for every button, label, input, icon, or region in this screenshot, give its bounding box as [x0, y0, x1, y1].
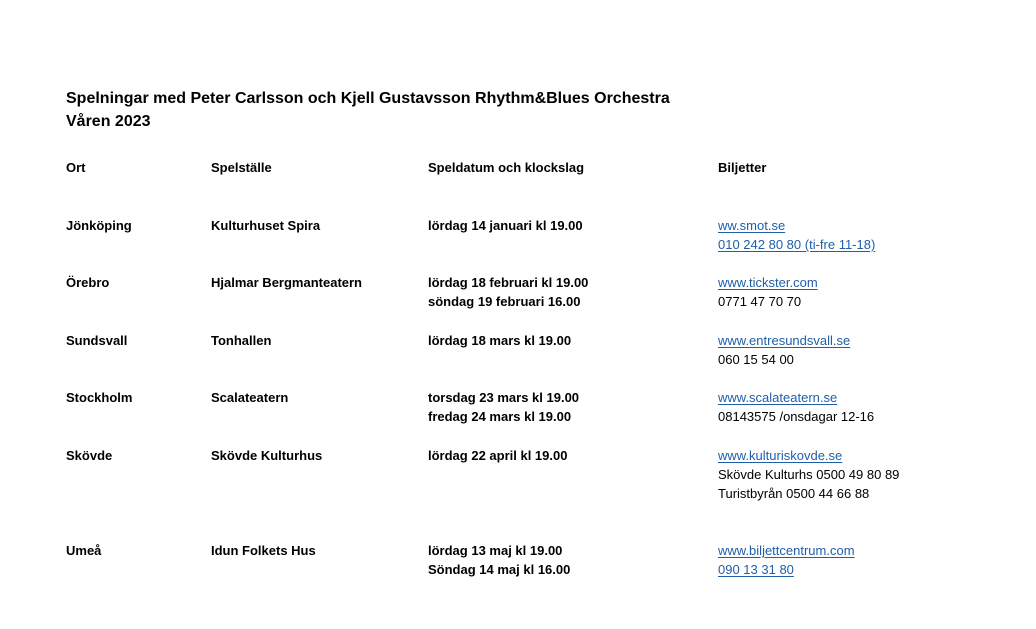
ticket-link[interactable]: www.entresundsvall.se: [718, 333, 851, 348]
ticket-phone-link[interactable]: 090 13 31 80: [718, 562, 794, 577]
ticket-link[interactable]: www.biljettcentrum.com: [718, 543, 855, 558]
row-dates: [428, 446, 567, 465]
row-spelstalle: Idun Folkets Hus: [211, 543, 316, 558]
ticket-link[interactable]: www.kulturiskovde.se: [718, 448, 843, 463]
row-ort: Örebro: [66, 275, 110, 290]
row-tickets: [718, 331, 850, 369]
row-spelstalle: Scalateatern: [211, 390, 289, 405]
header-datum: Speldatum och klockslag: [428, 160, 585, 175]
ticket-phone: 0771 47 70 70: [718, 294, 802, 309]
row-tickets: [718, 388, 874, 426]
row-spelstalle: Tonhallen: [211, 333, 272, 348]
row-ort: Skövde: [66, 448, 113, 463]
header-biljetter: Biljetter: [718, 160, 767, 175]
ticket-phone: Skövde Kulturhs 0500 49 80 89: [718, 467, 900, 482]
row-ort: Umeå: [66, 543, 102, 558]
row-dates: [428, 331, 571, 350]
row-ort: Jönköping: [66, 218, 132, 233]
ticket-link[interactable]: ww.smot.se: [718, 218, 786, 233]
row-dates: [428, 273, 588, 311]
ticket-phone-link[interactable]: 010 242 80 80 (ti-fre 11-18): [718, 237, 876, 252]
row-date: torsdag 23 mars kl 19.00: [428, 390, 580, 405]
row-date: lördag 13 maj kl 19.00: [428, 543, 563, 558]
row-dates: [428, 541, 570, 579]
row-date: söndag 19 februari 16.00: [428, 294, 581, 309]
row-ort: Stockholm: [66, 390, 133, 405]
row-dates: [428, 388, 579, 426]
ticket-phone: 060 15 54 00: [718, 352, 794, 367]
ticket-phone: Turistbyrån 0500 44 66 88: [718, 486, 870, 501]
row-date: lördag 22 april kl 19.00: [428, 448, 568, 463]
row-spelstalle: Hjalmar Bergmanteatern: [211, 275, 362, 290]
ticket-phone: 08143575 /onsdagar 12-16: [718, 409, 875, 424]
header-spelstalle: Spelställe: [211, 160, 272, 175]
row-tickets: [718, 273, 818, 311]
row-date: lördag 18 mars kl 19.00: [428, 333, 572, 348]
row-tickets: [718, 541, 855, 579]
document-subtitle: Våren 2023: [66, 113, 151, 130]
header-ort: Ort: [66, 160, 86, 175]
row-date: fredag 24 mars kl 19.00: [428, 409, 572, 424]
row-spelstalle: Skövde Kulturhus: [211, 448, 323, 463]
row-date: lördag 18 februari kl 19.00: [428, 275, 589, 290]
row-dates: [428, 216, 583, 235]
ticket-link[interactable]: www.scalateatern.se: [718, 390, 838, 405]
row-spelstalle: Kulturhuset Spira: [211, 218, 321, 233]
row-ort: Sundsvall: [66, 333, 128, 348]
document-title: Spelningar med Peter Carlsson och Kjell Gustavsson Rhythm&Blues Orchestra: [66, 90, 670, 107]
ticket-link[interactable]: www.tickster.com: [718, 275, 818, 290]
row-tickets: [718, 216, 875, 254]
row-date: lördag 14 januari kl 19.00: [428, 218, 583, 233]
row-tickets: [718, 446, 899, 503]
row-date: Söndag 14 maj kl 16.00: [428, 562, 571, 577]
